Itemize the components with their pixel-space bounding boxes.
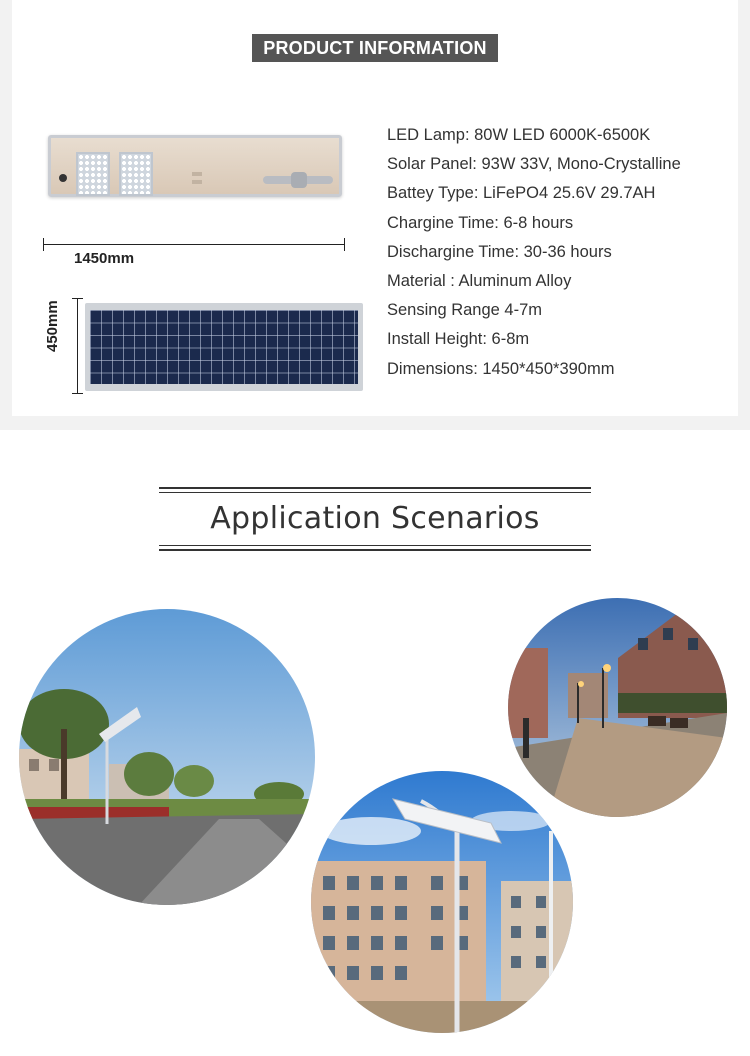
scene-road-image (19, 609, 315, 905)
sensor-slot (192, 172, 202, 176)
spec-item: Material : Aluminum Alloy (387, 271, 572, 290)
camera-dot (59, 174, 67, 182)
scene-apartments-image (311, 771, 573, 1033)
spec-list (387, 124, 727, 387)
spec-item: Dimensions: 1450*450*390mm (387, 359, 615, 378)
width-dimension-line (43, 244, 345, 245)
mounting-clamp (291, 172, 307, 188)
spec-item: LED Lamp: 80W LED 6000K-6500K (387, 126, 651, 144)
section-title: Application Scenarios (210, 501, 540, 536)
width-dimension-label: 1450mm (74, 250, 135, 267)
spec-item: Install Height: 6-8m (387, 330, 530, 349)
solar-cells (90, 310, 358, 384)
divider (159, 487, 591, 489)
divider (159, 492, 591, 493)
divider (159, 549, 591, 551)
scene-dusk-street-image (508, 598, 727, 817)
lamp-illustration (48, 135, 342, 197)
height-dimension-label: 450mm (44, 300, 61, 352)
sensor-slot (192, 180, 202, 184)
application-heading (159, 487, 591, 553)
section-badge: PRODUCT INFORMATION (252, 34, 498, 62)
spec-item: Solar Panel: 93W 33V, Mono-Crystalline (387, 155, 681, 174)
spec-item: Sensing Range 4-7m (387, 301, 543, 320)
led-module (76, 152, 110, 196)
spec-item: Chargine Time: 6-8 hours (387, 213, 574, 232)
divider (159, 545, 591, 546)
height-dimension-line (77, 298, 78, 394)
solar-panel-illustration (85, 303, 363, 391)
led-module (119, 152, 153, 196)
spec-item: Dischargine Time: 30-36 hours (387, 242, 612, 261)
spec-item: Battey Type: LiFePO4 25.6V 29.7AH (387, 184, 656, 203)
